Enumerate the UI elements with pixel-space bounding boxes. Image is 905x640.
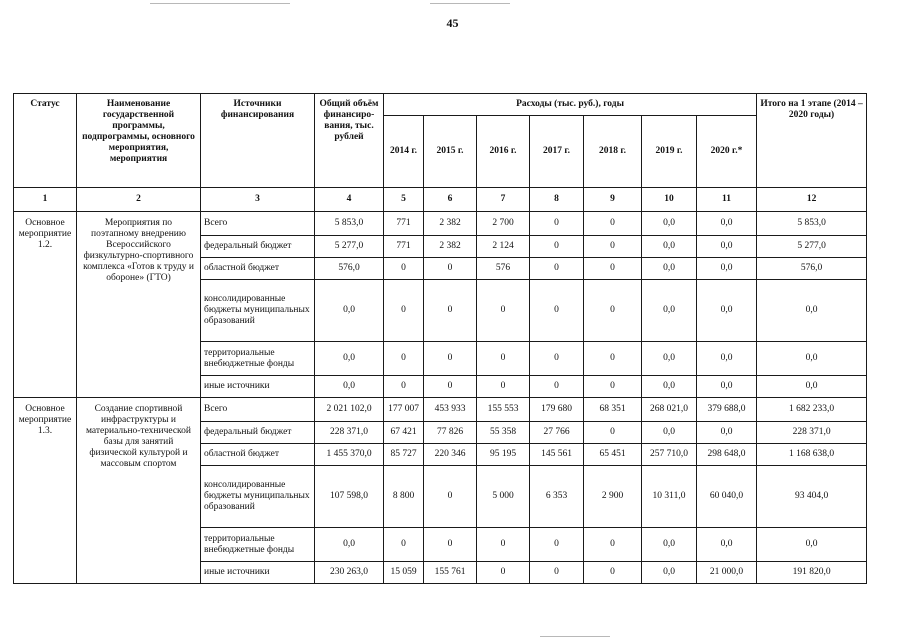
value-cell: 2 382 — [424, 212, 477, 236]
header-year: 2016 г. — [477, 116, 530, 188]
value-cell: 230 263,0 — [315, 562, 384, 584]
header-expenses: Расходы (тыс. руб.), годы — [384, 94, 757, 116]
value-cell: 0,0 — [697, 528, 757, 562]
value-cell: 220 346 — [424, 444, 477, 466]
funding-source: консолидированные бюджеты муниципальных образований — [201, 466, 315, 528]
value-cell: 257 710,0 — [642, 444, 697, 466]
value-cell: 85 727 — [384, 444, 424, 466]
value-cell: 0 — [530, 236, 584, 258]
column-number: 2 — [77, 188, 201, 212]
value-cell: 27 766 — [530, 422, 584, 444]
value-cell: 0,0 — [315, 376, 384, 398]
value-cell: 5 277,0 — [315, 236, 384, 258]
column-number: 8 — [530, 188, 584, 212]
value-cell: 60 040,0 — [697, 466, 757, 528]
value-cell: 177 007 — [384, 398, 424, 422]
column-number: 1 — [14, 188, 77, 212]
value-cell: 0,0 — [697, 342, 757, 376]
value-cell: 1 168 638,0 — [757, 444, 867, 466]
value-cell: 0 — [424, 342, 477, 376]
value-cell: 155 761 — [424, 562, 477, 584]
value-cell: 0 — [424, 280, 477, 342]
value-cell: 0 — [584, 562, 642, 584]
value-cell: 77 826 — [424, 422, 477, 444]
value-cell: 191 820,0 — [757, 562, 867, 584]
value-cell: 0 — [584, 528, 642, 562]
value-cell: 2 700 — [477, 212, 530, 236]
header-year: 2020 г.* — [697, 116, 757, 188]
value-cell: 0 — [530, 528, 584, 562]
table-row — [14, 212, 867, 236]
header-year: 2018 г. — [584, 116, 642, 188]
value-cell: 228 371,0 — [757, 422, 867, 444]
value-cell: 0,0 — [642, 258, 697, 280]
value-cell: 0 — [584, 280, 642, 342]
funding-source: территориальные внебюджетные фонды — [201, 342, 315, 376]
funding-source: иные источники — [201, 376, 315, 398]
header-stage-total: Итого на 1 этапе (2014 – 2020 годы) — [757, 94, 867, 188]
value-cell: 0 — [530, 258, 584, 280]
column-number: 5 — [384, 188, 424, 212]
header-year: 2019 г. — [642, 116, 697, 188]
table-body — [14, 212, 867, 584]
value-cell: 0 — [384, 342, 424, 376]
value-cell: 298 648,0 — [697, 444, 757, 466]
funding-source: областной бюджет — [201, 444, 315, 466]
group-status: Основное мероприятие 1.2. — [14, 212, 77, 398]
value-cell: 0 — [424, 528, 477, 562]
value-cell: 67 421 — [384, 422, 424, 444]
value-cell: 2 021 102,0 — [315, 398, 384, 422]
value-cell: 0 — [477, 342, 530, 376]
header-year: 2015 г. — [424, 116, 477, 188]
value-cell: 68 351 — [584, 398, 642, 422]
table-row — [14, 398, 867, 422]
header-year: 2014 г. — [384, 116, 424, 188]
value-cell: 0 — [584, 258, 642, 280]
value-cell: 0 — [477, 562, 530, 584]
column-number: 12 — [757, 188, 867, 212]
value-cell: 0,0 — [642, 280, 697, 342]
value-cell: 0 — [477, 280, 530, 342]
funding-source: консолидированные бюджеты муниципальных образований — [201, 280, 315, 342]
value-cell: 0 — [384, 528, 424, 562]
scan-artifact-line — [540, 636, 610, 637]
value-cell: 268 021,0 — [642, 398, 697, 422]
value-cell: 0 — [424, 258, 477, 280]
value-cell: 179 680 — [530, 398, 584, 422]
value-cell: 5 853,0 — [315, 212, 384, 236]
scan-artifact-line — [430, 3, 510, 4]
value-cell: 0 — [584, 422, 642, 444]
value-cell: 0,0 — [697, 236, 757, 258]
value-cell: 145 561 — [530, 444, 584, 466]
value-cell: 379 688,0 — [697, 398, 757, 422]
value-cell: 0,0 — [697, 212, 757, 236]
column-number: 9 — [584, 188, 642, 212]
value-cell: 0 — [384, 376, 424, 398]
value-cell: 5 853,0 — [757, 212, 867, 236]
value-cell: 0,0 — [642, 376, 697, 398]
value-cell: 0 — [530, 376, 584, 398]
value-cell: 0 — [584, 212, 642, 236]
value-cell: 155 553 — [477, 398, 530, 422]
column-number: 3 — [201, 188, 315, 212]
value-cell: 0 — [530, 342, 584, 376]
value-cell: 5 000 — [477, 466, 530, 528]
column-number: 7 — [477, 188, 530, 212]
group-status: Основное мероприятие 1.3. — [14, 398, 77, 584]
value-cell: 576,0 — [757, 258, 867, 280]
value-cell: 0,0 — [697, 280, 757, 342]
value-cell: 107 598,0 — [315, 466, 384, 528]
value-cell: 10 311,0 — [642, 466, 697, 528]
value-cell: 0,0 — [697, 376, 757, 398]
value-cell: 0 — [530, 280, 584, 342]
value-cell: 0,0 — [642, 236, 697, 258]
value-cell: 0 — [384, 280, 424, 342]
value-cell: 228 371,0 — [315, 422, 384, 444]
value-cell: 55 358 — [477, 422, 530, 444]
value-cell: 576,0 — [315, 258, 384, 280]
value-cell: 93 404,0 — [757, 466, 867, 528]
value-cell: 0,0 — [315, 528, 384, 562]
column-number: 6 — [424, 188, 477, 212]
value-cell: 0,0 — [642, 212, 697, 236]
value-cell: 0 — [530, 212, 584, 236]
value-cell: 0 — [424, 376, 477, 398]
funding-source: федеральный бюджет — [201, 236, 315, 258]
value-cell: 2 382 — [424, 236, 477, 258]
value-cell: 0 — [424, 466, 477, 528]
value-cell: 0,0 — [757, 342, 867, 376]
funding-source: федеральный бюджет — [201, 422, 315, 444]
group-name: Мероприятия по поэтапному внедрению Всероссийского физкультурно-спортивного комплекса «Готов к труду и обороне» (ГТО) — [77, 212, 201, 398]
value-cell: 1 682 233,0 — [757, 398, 867, 422]
value-cell: 2 124 — [477, 236, 530, 258]
value-cell: 0,0 — [757, 280, 867, 342]
value-cell: 1 455 370,0 — [315, 444, 384, 466]
header-total-volume: Общий объём финансиро-вания, тыс. рублей — [315, 94, 384, 188]
header-status: Статус — [14, 94, 77, 188]
group-name: Создание спортивной инфраструктуры и материально-технической базы для занятий физической культурой и массовым спортом — [77, 398, 201, 584]
column-number-row — [14, 188, 867, 212]
value-cell: 5 277,0 — [757, 236, 867, 258]
header-sources: Источники финансирования — [201, 94, 315, 188]
value-cell: 0,0 — [315, 342, 384, 376]
value-cell: 95 195 — [477, 444, 530, 466]
value-cell: 2 900 — [584, 466, 642, 528]
value-cell: 0,0 — [642, 342, 697, 376]
value-cell: 0 — [530, 562, 584, 584]
value-cell: 0 — [584, 236, 642, 258]
value-cell: 0 — [384, 258, 424, 280]
value-cell: 771 — [384, 212, 424, 236]
page-number: 45 — [446, 16, 459, 30]
header-name: Наименование государственной программы, подпрограммы, основного мероприятия, мероприятия — [77, 94, 201, 188]
value-cell: 0 — [584, 376, 642, 398]
funding-source: территориальные внебюджетные фонды — [201, 528, 315, 562]
funding-source: Всего — [201, 212, 315, 236]
value-cell: 0,0 — [315, 280, 384, 342]
value-cell: 0,0 — [697, 258, 757, 280]
funding-source: иные источники — [201, 562, 315, 584]
value-cell: 0 — [584, 342, 642, 376]
scan-artifact-line — [150, 3, 290, 4]
value-cell: 453 933 — [424, 398, 477, 422]
value-cell: 0 — [477, 528, 530, 562]
value-cell: 6 353 — [530, 466, 584, 528]
table-header — [14, 94, 867, 188]
header-year: 2017 г. — [530, 116, 584, 188]
value-cell: 0 — [477, 376, 530, 398]
value-cell: 15 059 — [384, 562, 424, 584]
value-cell: 0,0 — [757, 376, 867, 398]
value-cell: 576 — [477, 258, 530, 280]
value-cell: 0,0 — [642, 422, 697, 444]
value-cell: 771 — [384, 236, 424, 258]
funding-source: областной бюджет — [201, 258, 315, 280]
budget-table — [13, 93, 867, 584]
value-cell: 65 451 — [584, 444, 642, 466]
column-number: 11 — [697, 188, 757, 212]
value-cell: 0,0 — [642, 528, 697, 562]
column-number: 10 — [642, 188, 697, 212]
value-cell: 21 000,0 — [697, 562, 757, 584]
funding-source: Всего — [201, 398, 315, 422]
value-cell: 8 800 — [384, 466, 424, 528]
column-number: 4 — [315, 188, 384, 212]
value-cell: 0,0 — [757, 528, 867, 562]
value-cell: 0,0 — [642, 562, 697, 584]
value-cell: 0,0 — [697, 422, 757, 444]
